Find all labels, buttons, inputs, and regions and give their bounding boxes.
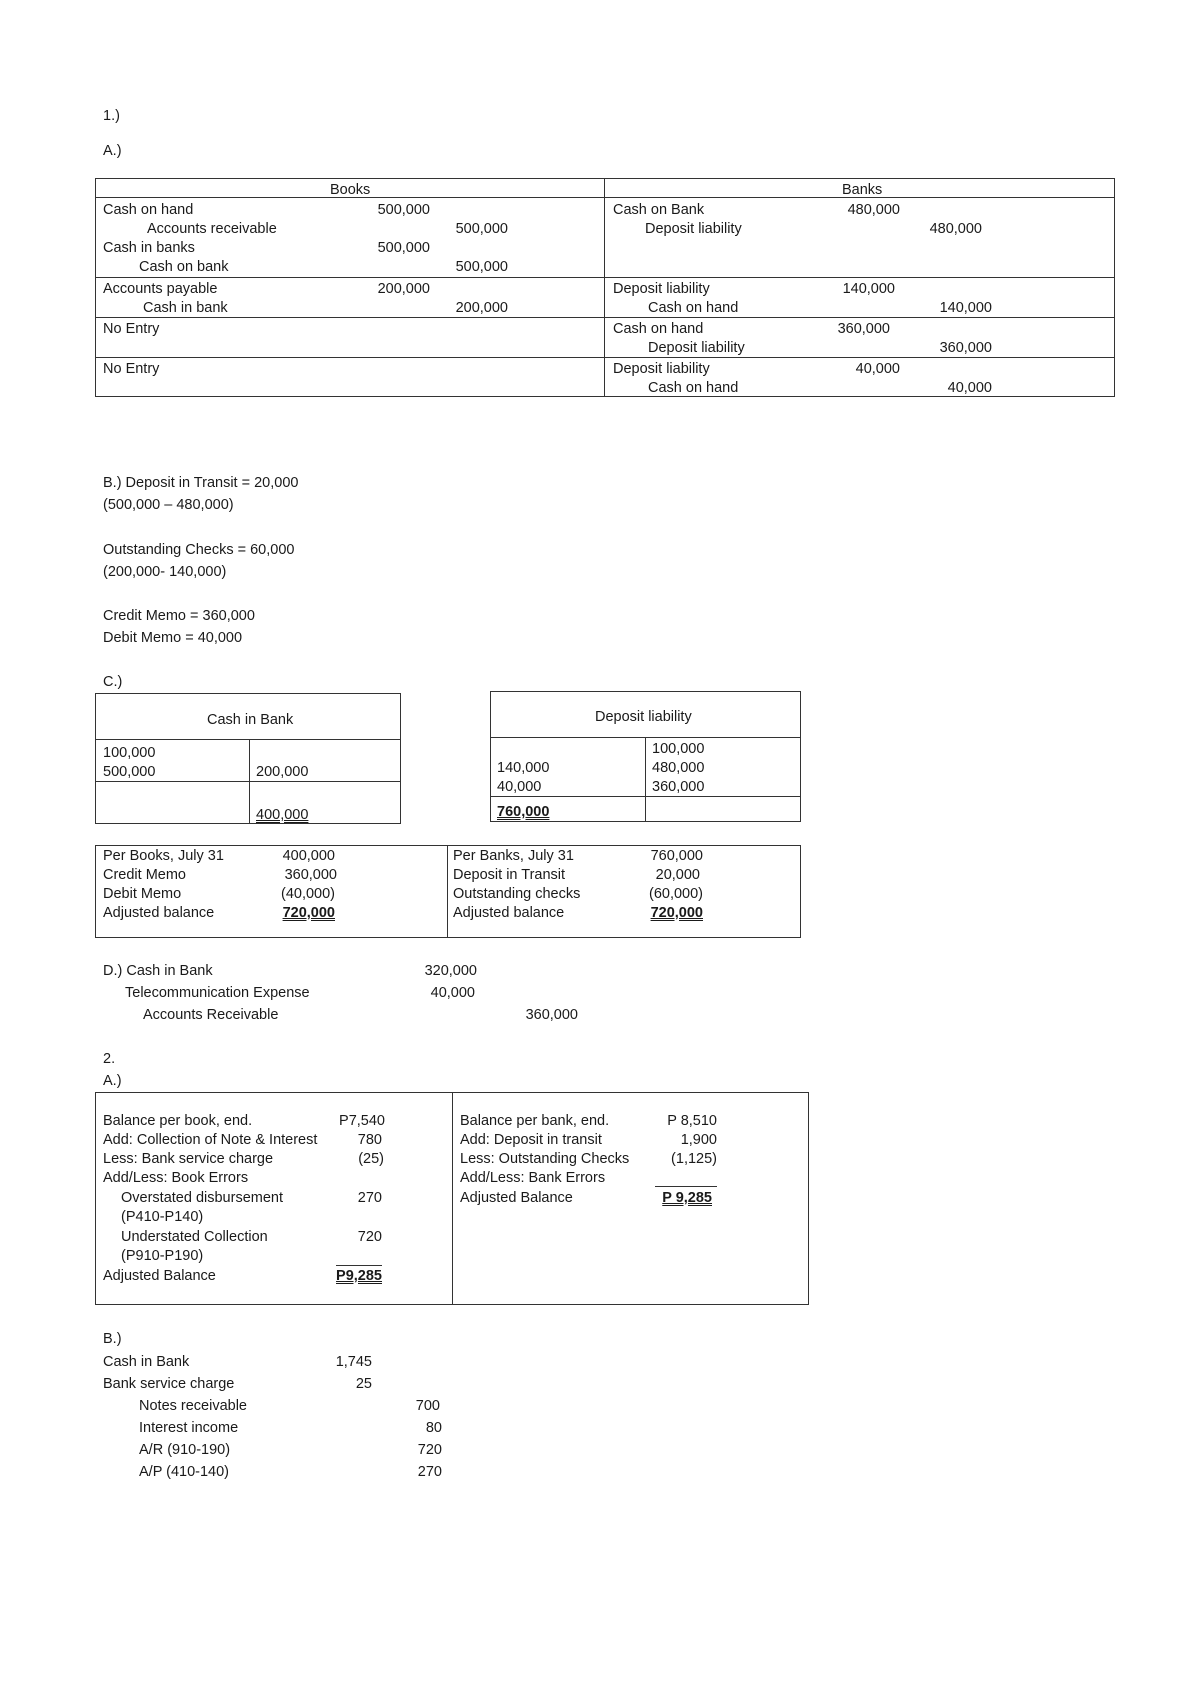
journal-account: No Entry: [103, 361, 160, 377]
journal-account: Cash on hand: [103, 202, 194, 218]
journal-account: A/P (410-140): [139, 1464, 230, 1480]
recon-label: Add/Less: Book Errors: [103, 1170, 249, 1186]
journal-account: Cash in banks: [103, 240, 195, 256]
recon-value: 270: [357, 1190, 382, 1206]
recon-label: Credit Memo: [103, 867, 186, 883]
recon-value: 780: [357, 1132, 382, 1148]
journal-account: Cash on bank: [139, 259, 229, 275]
recon-value: (60,000): [648, 886, 703, 902]
recon-label: Add: Deposit in transit: [460, 1132, 602, 1148]
q2b-label: B.): [103, 1331, 122, 1347]
journal-credit: 360,000: [939, 340, 992, 356]
banks-header: Banks: [842, 182, 883, 198]
t-account-credit: 480,000: [652, 760, 705, 776]
journal-account: No Entry: [103, 321, 160, 337]
recon-label: Outstanding checks: [453, 886, 581, 902]
journal-account: Interest income: [139, 1420, 239, 1436]
journal-credit: 200,000: [455, 300, 508, 316]
recon-label: Less: Outstanding Checks: [460, 1151, 630, 1167]
sum-rule: [655, 1186, 717, 1187]
journal-account: Bank service charge: [103, 1376, 235, 1392]
credit-memo: Credit Memo = 360,000: [103, 608, 255, 624]
recon-label: Adjusted balance: [453, 905, 565, 921]
recon-label: Adjusted Balance: [460, 1190, 573, 1206]
recon-label: Deposit in Transit: [453, 867, 566, 883]
t-account-credit: 200,000: [256, 764, 309, 780]
journal-account: Cash on hand: [613, 321, 704, 337]
journal-debit: 140,000: [842, 281, 895, 297]
deposit-in-transit: B.) Deposit in Transit = 20,000: [103, 475, 299, 491]
journal-debit: 1,745: [335, 1354, 372, 1370]
q1a-label: A.): [103, 143, 122, 159]
recon-value: P 8,510: [667, 1113, 717, 1129]
recon-label: Balance per bank, end.: [460, 1113, 610, 1129]
t-account-debit: 40,000: [497, 779, 542, 795]
t-account-balance: 760,000: [497, 804, 550, 820]
journal-credit: 360,000: [525, 1007, 578, 1023]
journal-credit: 270: [417, 1464, 442, 1480]
recon-value: 760,000: [650, 848, 703, 864]
journal-credit: 700: [415, 1398, 440, 1414]
journal-account: Telecommunication Expense: [125, 985, 310, 1001]
journal-account: Deposit liability: [613, 281, 710, 297]
t-account-balance: 400,000: [256, 807, 309, 823]
recon-label: Adjusted Balance: [103, 1268, 216, 1284]
journal-account: A/R (910-190): [139, 1442, 231, 1458]
journal-debit: 480,000: [847, 202, 900, 218]
journal-debit: 40,000: [855, 361, 900, 377]
journal-credit: 480,000: [929, 221, 982, 237]
t-account-title: Cash in Bank: [207, 712, 294, 728]
q1c-label: C.): [103, 674, 123, 690]
journal-debit: 320,000: [424, 963, 477, 979]
journal-credit: 40,000: [947, 380, 992, 396]
recon-adjusted-value: 720,000: [282, 905, 335, 921]
recon-value: 1,900: [680, 1132, 717, 1148]
q2-number: 2.: [103, 1051, 116, 1067]
journal-debit: 25: [355, 1376, 372, 1392]
journal-debit: 500,000: [377, 202, 430, 218]
journal-account: Cash on hand: [648, 380, 739, 396]
recon-label: Add/Less: Bank Errors: [460, 1170, 606, 1186]
journal-account: Deposit liability: [613, 361, 710, 377]
recon-label: Balance per book, end.: [103, 1113, 253, 1129]
journal-account: Cash in bank: [143, 300, 228, 316]
recon-label: Per Books, July 31: [103, 848, 224, 864]
recon-label: Adjusted balance: [103, 905, 215, 921]
recon-label: Debit Memo: [103, 886, 182, 902]
journal-credit: 500,000: [455, 221, 508, 237]
journal-debit: 40,000: [430, 985, 475, 1001]
t-account-debit: 140,000: [497, 760, 550, 776]
recon-label: Understated Collection: [121, 1229, 268, 1245]
recon-label: Less: Bank service charge: [103, 1151, 274, 1167]
journal-account: Cash in Bank: [103, 1354, 190, 1370]
recon-value: (25): [358, 1151, 384, 1167]
outstanding-checks-calc: (200,000- 140,000): [103, 564, 227, 580]
recon-value: 360,000: [284, 867, 337, 883]
books-header: Books: [330, 182, 371, 198]
journal-account: Cash on hand: [648, 300, 739, 316]
journal-credit: 720: [417, 1442, 442, 1458]
journal-debit: 360,000: [837, 321, 890, 337]
recon-value: 20,000: [655, 867, 700, 883]
journal-account: Accounts payable: [103, 281, 218, 297]
t-account-title: Deposit liability: [595, 709, 692, 725]
recon-value: (1,125): [671, 1151, 717, 1167]
recon-value: 720: [357, 1229, 382, 1245]
journal-debit: 500,000: [377, 240, 430, 256]
journal-account: Accounts receivable: [147, 221, 277, 237]
recon-value: (40,000): [280, 886, 335, 902]
recon-value: 400,000: [282, 848, 335, 864]
recon-value: P7,540: [339, 1113, 385, 1129]
sum-rule: [336, 1265, 382, 1266]
recon-label: (P410-P140): [121, 1209, 204, 1225]
journal-credit: 500,000: [455, 259, 508, 275]
recon-label: Per Banks, July 31: [453, 848, 574, 864]
q2a-label: A.): [103, 1073, 122, 1089]
recon-adjusted-value: 720,000: [650, 905, 703, 921]
journal-credit: 140,000: [939, 300, 992, 316]
journal-account: Notes receivable: [139, 1398, 247, 1414]
journal-account: D.) Cash in Bank: [103, 963, 213, 979]
journal-debit: 200,000: [377, 281, 430, 297]
outstanding-checks: Outstanding Checks = 60,000: [103, 542, 295, 558]
t-account-credit: 360,000: [652, 779, 705, 795]
deposit-in-transit-calc: (500,000 – 480,000): [103, 497, 234, 513]
recon-label: Overstated disbursement: [121, 1190, 283, 1206]
recon-adjusted-value: P 9,285: [662, 1190, 712, 1206]
debit-memo: Debit Memo = 40,000: [103, 630, 243, 646]
journal-account: Deposit liability: [648, 340, 745, 356]
q1-number: 1.): [103, 108, 120, 124]
journal-credit: 80: [425, 1420, 442, 1436]
t-account-debit: 100,000: [103, 745, 156, 761]
t-account-debit: 500,000: [103, 764, 156, 780]
journal-account: Deposit liability: [645, 221, 742, 237]
journal-account: Accounts Receivable: [143, 1007, 279, 1023]
recon-label: (P910-P190): [121, 1248, 204, 1264]
journal-account: Cash on Bank: [613, 202, 705, 218]
recon-adjusted-value: P9,285: [336, 1268, 382, 1284]
t-account-credit: 100,000: [652, 741, 705, 757]
recon-label: Add: Collection of Note & Interest: [103, 1132, 318, 1148]
